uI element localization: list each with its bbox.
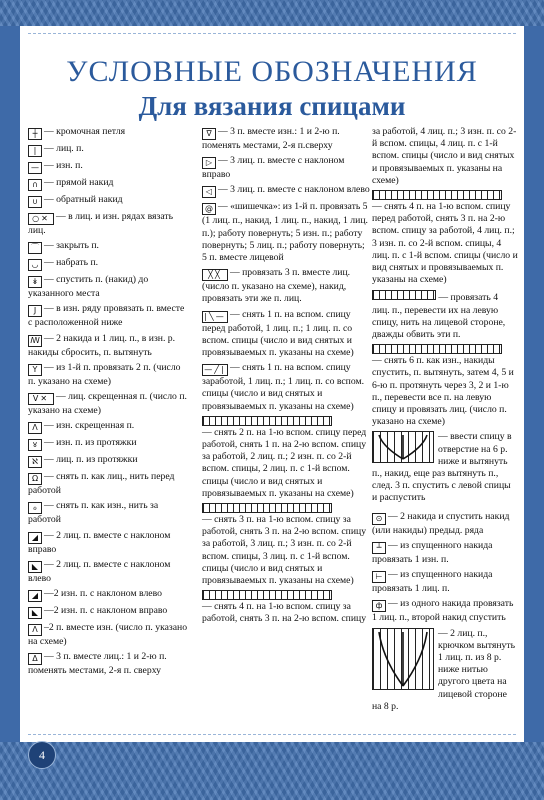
stitch-symbol-icon: — [28,162,42,174]
stitch-symbol-icon: |╲— [202,311,228,323]
stitch-symbol-icon: ◢ [28,590,42,602]
legend-entry [372,569,518,595]
stitch-symbol-icon: ◣ [28,607,42,619]
legend-text: — снять 6 п. как изн., накиды спустить, п. вытянуть, затем 4, 5 и 6-ю п. протянуть через 3, 2 и 1-ю п., перевести все п. на левую спицу и провязать лиц. (число п. указано на схеме) [372,355,514,428]
legend-entry [202,155,370,181]
legend-entry [28,420,190,434]
stitch-symbol-icon: ◡ [28,259,42,271]
legend-entry [202,184,370,198]
legend-text: — 3 лиц. п. вместе с наклоном вправо [202,155,345,181]
cable-chart-symbol [372,190,502,200]
stitch-symbol-icon: ℴ [28,502,42,514]
legend-entry [372,344,518,428]
legend-column-2 [202,126,370,629]
stitch-border-top [28,33,516,34]
drop-stitch-diagram-symbol [372,431,434,463]
legend-entry [28,651,190,677]
legend-text: — в лиц. и изн. рядах вязать лиц. [28,211,174,236]
stitch-symbol-icon: ┼ [28,128,42,140]
stitch-symbol-icon: Ω [28,473,42,485]
legend-entry [202,267,370,305]
legend-text: —2 изн. п. с наклоном вправо [44,605,168,617]
legend-entry [28,471,190,497]
legend-text: — 2 накида и 1 лиц. п., в изн. р. накиды сбросить, п. вытянуть [28,332,176,358]
legend-text: —2 изн. п. с наклоном влево [44,588,162,600]
legend-text: — ввести спицу в отверстие на 6 р. ниже и вытянуть п., накид, еще раз вытянуть п., след. 3 п. спустить с левой спицы и распустить [372,431,512,504]
legend-entry [202,201,370,264]
stitch-symbol-icon: ∩ [28,179,42,191]
legend-entry [202,309,370,360]
legend-entry [28,126,190,140]
page-sheet [20,26,524,742]
legend-text: — 2 лиц. п., крючком вытянуть 1 лиц. п. из 8 р. ниже нитью другого цвета на лицевой стороне на 8 р. [372,627,516,712]
legend-column-3 [372,126,518,719]
legend-text: — 2 накида и спустить накид (или накиды) предыд. ряда [372,510,510,536]
stitch-symbol-icon: ○✕ [28,213,54,225]
legend-text: — «шишечка»: из 1-й п. провязать 5 (1 лиц. п., накид, 1 лиц. п., накид, 1 лиц. п.); работу повернуть; 5 изн. п.; работу повернуть; 5 лиц. п.; работу повернуть; 5 п. вместе лицевой [202,201,368,264]
legend-text: — лиц. п. из протяжки [44,454,138,466]
stitch-symbol-icon: ◣ [28,561,42,573]
legend-entry [372,511,518,537]
stitch-symbol-icon: ф [372,600,386,612]
stitch-symbol-icon: @ [202,203,216,215]
stitch-symbol-icon: ▷ [202,157,216,169]
legend-entry [28,454,190,468]
cable-chart-symbol [202,590,332,600]
stitch-symbol-icon: ┴ [372,542,386,554]
legend-text: — из спущенного накида провязать 1 лиц. п. [372,569,493,595]
legend-text: — обратный накид [44,194,123,205]
legend-entry [28,177,190,191]
legend-text: — лиц. п. [44,143,84,154]
legend-entry [202,416,370,500]
legend-text: — снять 2 п. на 1-ю вспом. спицу перед работой, снять 1 п. на 2-ю вспом. спицу за работой, 2 лиц. п.; 2 изн. п. со 2-й вспом. спицы, 2 лиц. п. с 1-й вспом. спицы (число и вид снятых и провязываемых п. указаны на схеме) [202,426,367,499]
legend-text: — изн. п. [44,160,83,171]
stitch-symbol-icon: ∇ [202,128,216,140]
stitch-symbol-icon: ⊙ [372,513,386,525]
slip-loop-diagram-symbol [372,628,434,690]
legend-text: — из одного накида провязать 1 лиц. п., второй накид спустить [372,598,514,624]
legend-text: — закрыть п. [44,240,99,252]
legend-entry [28,500,190,526]
stitch-symbol-icon: ∪ [28,196,42,208]
stitch-symbol-icon: ◢ [28,532,42,544]
stitch-symbol-icon: ⊢ [372,571,386,583]
stitch-symbol-icon: ◁ [202,186,216,198]
legend-text: — спустить п. (накид) до указанного места [28,274,149,300]
stitch-symbol-icon: ꟿ [28,335,42,347]
legend-entry [28,143,190,157]
legend-entry [28,160,190,174]
legend-entry [28,559,190,585]
legend-entry [28,257,190,271]
legend-text: — снять п. как изн., нить за работой [28,500,159,526]
legend-column-1 [28,126,190,680]
legend-entry [372,289,518,341]
legend-entry [28,391,190,417]
legend-entry [372,540,518,566]
legend-text: — 3 п. вместе лиц.: 1 и 2-ю п. поменять местами, 2-я п. сверху [28,651,167,677]
legend-text: — 3 п. вместе изн.: 1 и 2-ю п. поменять местами, 2-я п.сверху [202,126,340,151]
legend-text: –2 п. вместе изн. (число п. указано на схеме) [28,622,188,648]
legend-entry [202,503,370,587]
legend-entry [28,333,190,359]
legend-entry [372,190,518,286]
stitch-symbol-icon: Δ [28,653,42,665]
legend-entry [28,240,190,254]
legend-entry [28,274,190,300]
cable-chart-symbol [372,344,502,354]
stitch-symbol-icon: Λ [28,624,42,636]
knit-texture-top [0,0,544,26]
legend-entry [28,303,190,329]
legend-entry [28,211,190,237]
page-title: УСЛОВНЫЕ ОБОЗНАЧЕНИЯ [66,55,478,88]
legend-text: — снять 4 п. на 1-ю вспом. спицу перед работой, снять 3 п. на 2-ю вспом. спицу за работой, 4 лиц. п.; 3 изн. п. со 2-й вспом. спицы, 4 лиц. п. с 1-й вспом. спицы (число и вид снятых и провязываемых п. указаны на схеме) [372,201,518,286]
legend-text: — снять п. как лиц., нить перед работой [28,471,175,497]
page-subtitle: Для вязания спицами [138,91,406,121]
legend-entry [28,194,190,208]
legend-entry [28,622,190,648]
legend-text: — снять 3 п. на 1-ю вспом. спицу за работой, снять 3 п. на 2-ю вспом. спицу за работой, 3 лиц. п.; 3 изн. п. со 2-й вспом. спицы, 3 лиц. п. с 1-й вспом. спицы (число и вид снятых и провязываемых п. указаны на схеме) [202,514,367,587]
stitch-symbol-icon: ℵ [28,456,42,468]
stitch-symbol-icon: ╳╳ [202,269,228,281]
legend-text: за работой, 4 лиц. п.; 3 изн. п. со 2-й вспом. спицы, 4 лиц. п. с 1-й вспом. спицы (число и вид снятых и провязываемых п. указаны на схеме) [372,126,517,186]
legend-text: — 2 лиц. п. вместе с наклоном вправо [28,529,171,555]
stitch-symbol-icon: ⌒ [28,242,42,254]
legend-entry [202,362,370,413]
knit-texture-bottom [0,742,544,800]
legend-entry [372,431,518,504]
legend-entry [28,605,190,619]
legend-entry [28,588,190,602]
legend-entry [372,126,518,187]
legend-entry [372,628,518,713]
stitch-symbol-icon: | [28,145,42,157]
cable-chart-symbol [372,290,436,300]
legend-text: — провязать 3 п. вместе лиц. (число п. указано на схеме), накид, провязать эти же п. лиц. [202,267,351,305]
legend-text: — изн. п. из протяжки [44,437,137,449]
legend-text: — 2 лиц. п. вместе с наклоном влево [28,558,171,584]
stitch-symbol-icon: V✕ [28,393,54,405]
cable-chart-symbol [202,503,332,513]
legend-entry [28,437,190,451]
legend-text: — изн. скрещенная п. [44,420,135,432]
legend-entry [372,598,518,624]
legend-text: — снять 4 п. на 1-ю вспом. спицу за работой, снять 3 п. на 2-ю вспом. спицу [202,601,367,625]
stitch-border-bottom [28,734,516,735]
stitch-symbol-icon: J [28,305,42,317]
legend-text: — снять 1 п. на вспом. спицу перед работой, 1 лиц. п.; 1 лиц. п. со вспом. спицы (число и вид снятых и провязываемых п. указаны на схеме) [202,308,354,359]
legend-text: — кромочная петля [44,126,126,137]
legend-text: — лиц. скрещенная п. (число п. указано на схеме) [28,391,187,417]
legend-text: — из 1-й п. провязать 2 п. (число п. указано на схеме) [28,361,181,387]
legend-text: — снять 1 п. на вспом. спицу заработой, 1 лиц. п.; 1 лиц. п. со вспом. спицы (число и вид снятых и провязываемых п. указаны на схеме) [202,362,365,412]
stitch-symbol-icon: —╱| [202,364,228,376]
legend-text: — из спущенного накида провязать 1 изн. п. [372,539,493,565]
legend-text: — набрать п. [44,257,99,269]
stitch-symbol-icon: ४ [28,439,42,451]
stitch-symbol-icon: Y [28,364,42,376]
legend-text: — в изн. ряду провязать п. вместе с расположенной ниже [28,303,185,329]
legend-text: — провязать 4 лиц. п., перевести их на левую спицу, нить на лицевой стороне, дважды обвить эти п. [372,292,506,341]
legend-entry [202,126,370,152]
cable-chart-symbol [202,416,332,426]
legend-entry [202,590,370,625]
legend-entry [28,362,190,388]
stitch-symbol-icon: ↡ [28,276,42,288]
page-number-badge: 4 [28,741,56,769]
stitch-symbol-icon: Λ [28,422,42,434]
legend-text: — 3 лиц. п. вместе с наклоном влево [218,184,370,196]
legend-text: — прямой накид [44,177,114,188]
legend-entry [28,530,190,556]
